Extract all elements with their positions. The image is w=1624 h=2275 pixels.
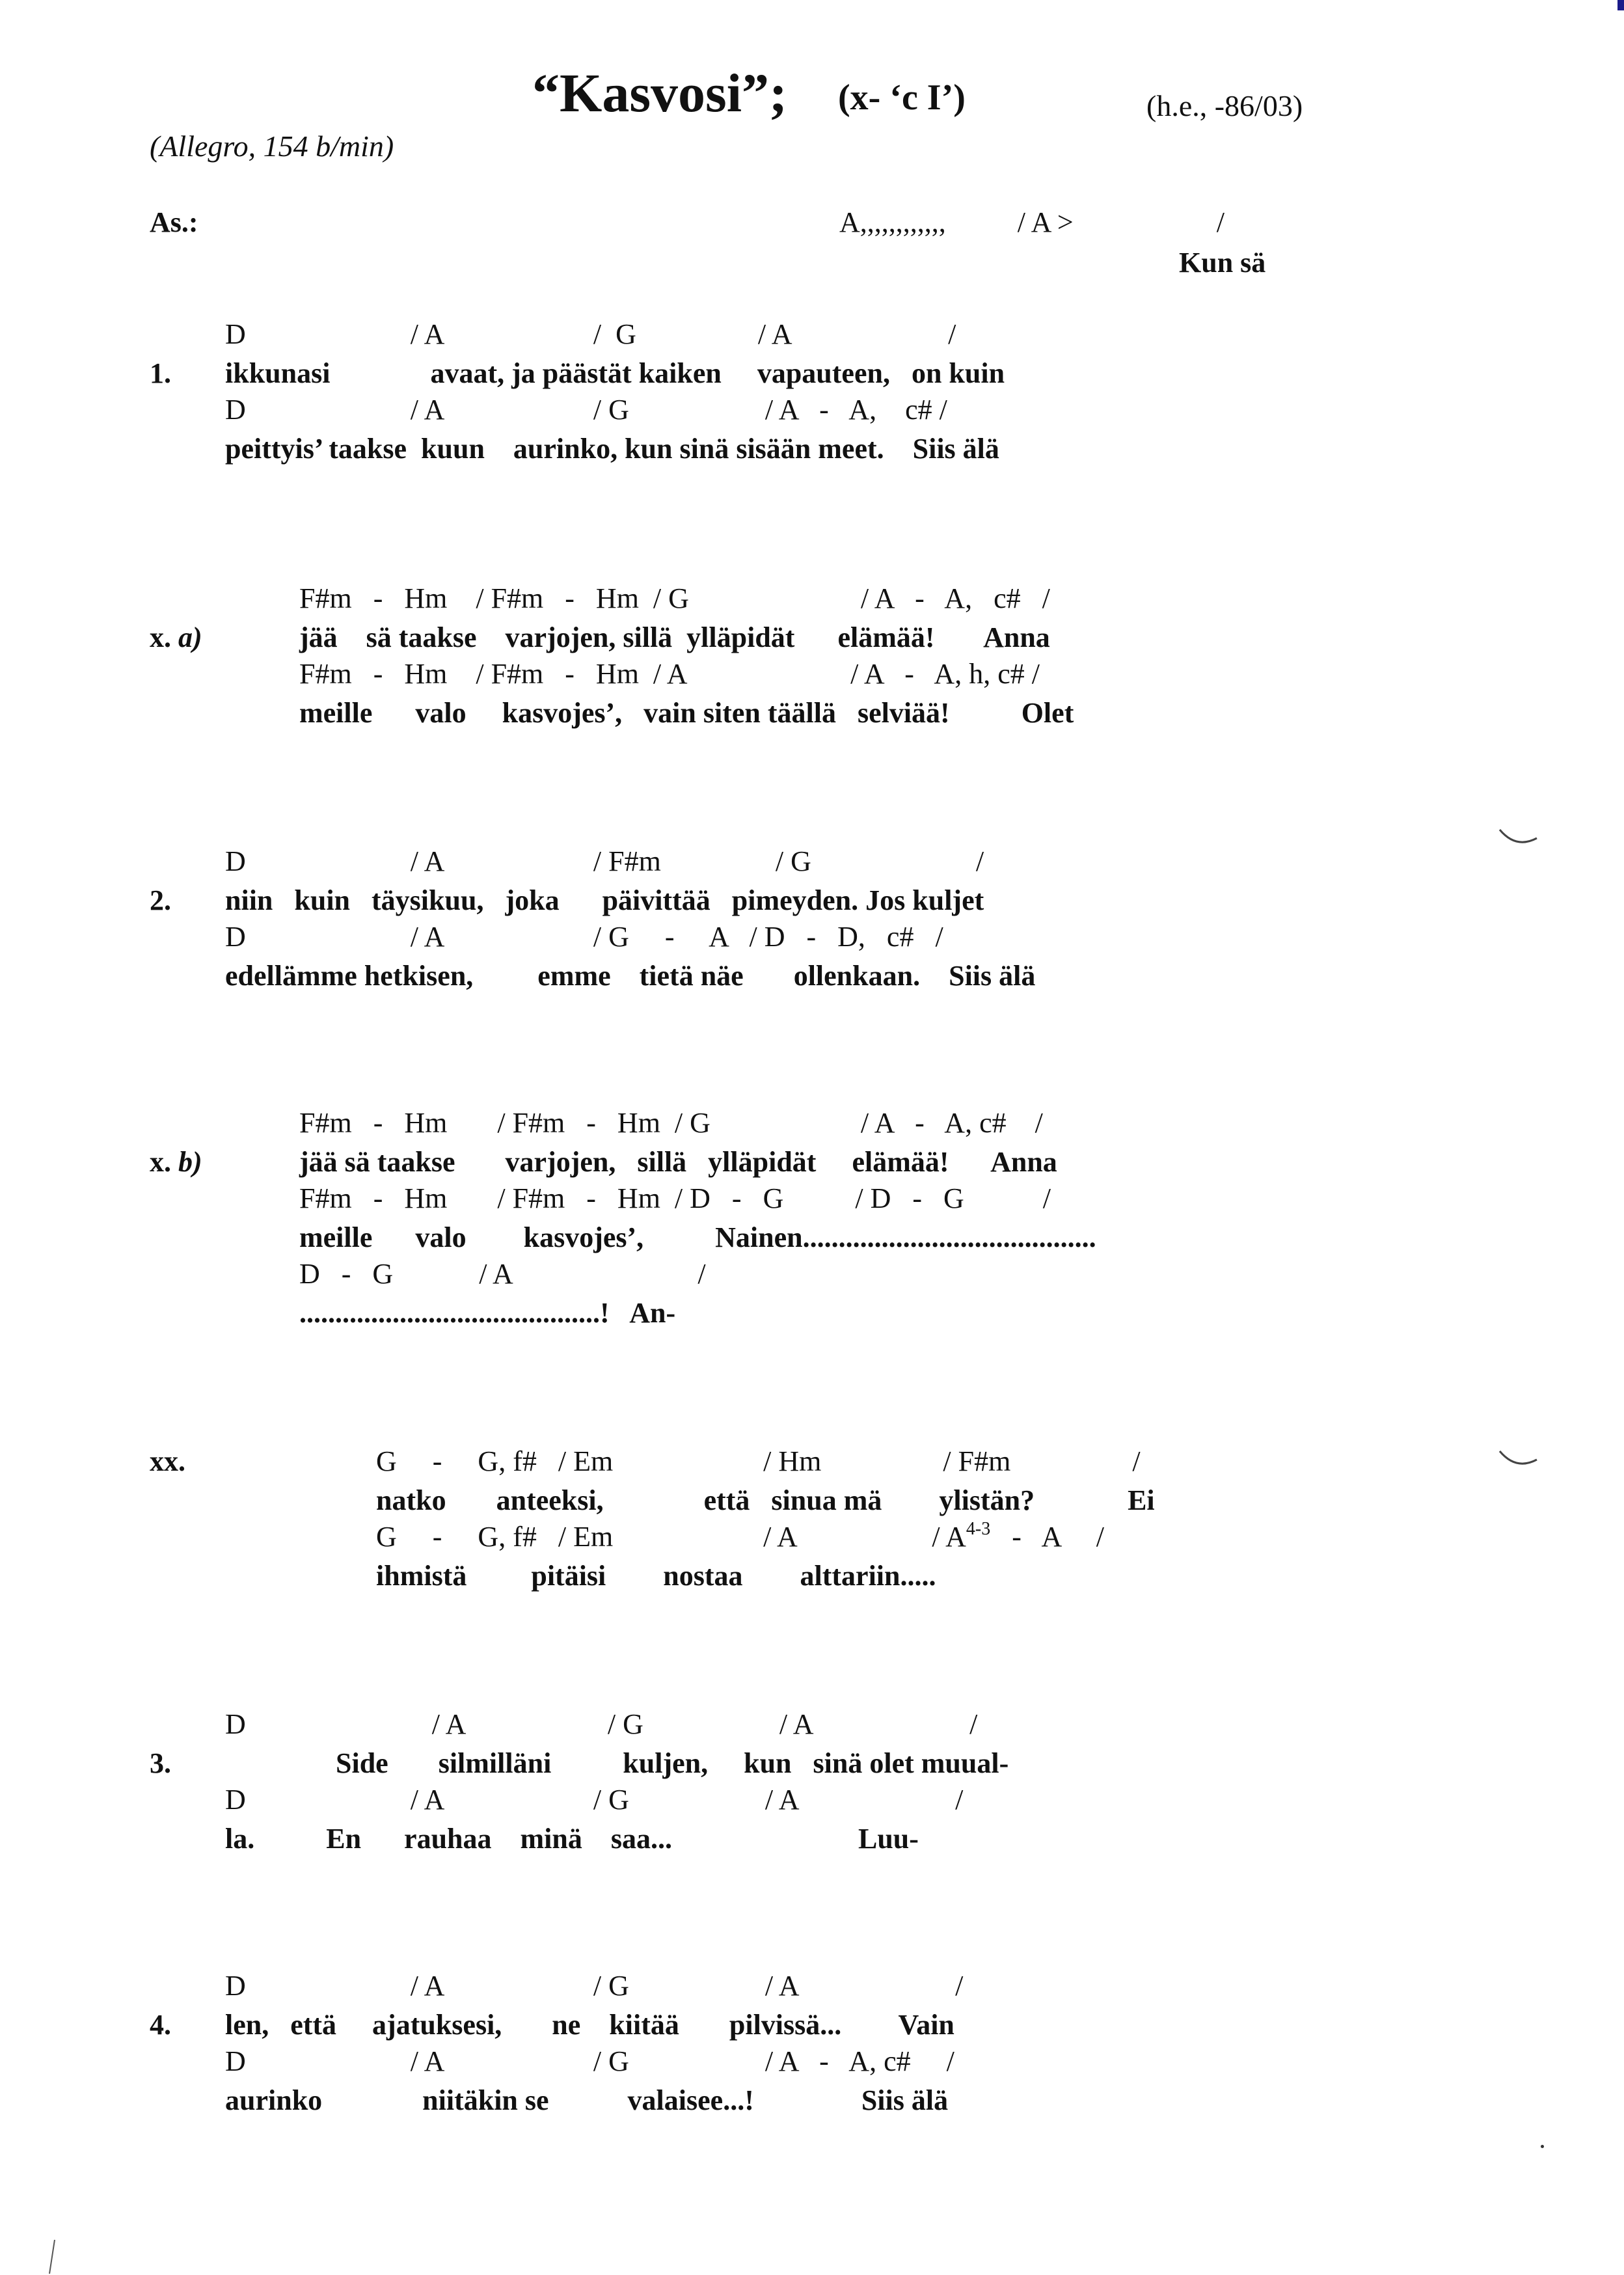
chorus-b-label-letter: b) (178, 1146, 202, 1178)
chorus-b-lyric-1: jää sä taakse varjojen, sillä ylläpidät elämää! Anna (299, 1146, 1057, 1178)
song-meta: (h.e., -86/03) (1146, 89, 1303, 122)
scan-edge-mark (1617, 0, 1624, 10)
song-title: “Kasvosi”; (532, 63, 788, 124)
verse1-chords-1: D / A / G / A / (225, 318, 956, 350)
scan-dot-mark (1541, 2145, 1544, 2148)
tempo-marking: (Allegro, 154 b/min) (150, 129, 394, 163)
margin-curve-mark (1496, 826, 1542, 852)
verse1-lyric-1: ikkunasi avaat, ja päästät kaiken vapauteen, on kuin (225, 357, 1005, 389)
chorus-a-lyric-2: meille valo kasvojes’, vain siten täällä selviää! Olet (299, 697, 1074, 729)
verse1-label: 1. (150, 357, 171, 389)
intro-chords: A,,,,,,,,,,,, / A > / (839, 206, 1225, 238)
scan-stroke-mark (46, 2239, 59, 2275)
verse4-lyric-1: len, että ajatuksesi, ne kiitää pilvissä... Vain (225, 2009, 954, 2041)
chorus-a-chords-1: F#m - Hm / F#m - Hm / G / A - A, c# / (299, 582, 1050, 614)
verse2-chords-1: D / A / F#m / G / (225, 845, 984, 877)
chorus-a-lyric-1: jää sä taakse varjojen, sillä ylläpidät elämää! Anna (299, 621, 1050, 653)
chorus-b-chords-3: D - G / A / (299, 1258, 706, 1290)
verse1-chords-2: D / A / G / A - A, c# / (225, 394, 947, 426)
verse3-label: 3. (150, 1747, 171, 1779)
verse3-chords-1: D / A / G / A / (225, 1708, 978, 1740)
bridge-lyric-2: ihmistä pitäisi nostaa alttariin..... (376, 1560, 936, 1592)
song-subtitle: (x- ‘c I’) (838, 77, 966, 118)
verse2-chords-2: D / A / G - A / D - D, c# / (225, 921, 943, 953)
bridge-chords-2 (376, 1519, 1105, 1553)
chorus-b-lyric-3: ..........................................! An- (299, 1297, 676, 1329)
verse2-label: 2. (150, 884, 171, 916)
verse4-lyric-2: aurinko niitäkin se valaisee...! Siis älä (225, 2084, 949, 2116)
chorus-b-chords-1: F#m - Hm / F#m - Hm / G / A - A, c# / (299, 1107, 1043, 1139)
intro-lyric: Kun sä (1179, 247, 1266, 279)
verse3-chords-2: D / A / G / A / (225, 1784, 964, 1816)
verse2-lyric-2: edellämme hetkisen, emme tietä näe ollenkaan. Siis älä (225, 960, 1036, 992)
chorus-b-lyric-2: meille valo kasvojes’, Nainen......................................... (299, 1221, 1096, 1253)
verse1-lyric-2: peittyis’ taakse kuun aurinko, kun sinä sisään meet. Siis älä (225, 433, 999, 465)
verse4-chords-1: D / A / G / A / (225, 1970, 964, 2002)
bridge-chords-1: G - G, f# / Em / Hm / F#m / (376, 1445, 1141, 1477)
chorus-a-label (150, 623, 202, 652)
chorus-a-label-letter: a) (178, 621, 202, 653)
bridge-chords-2-end: - A / (990, 1521, 1105, 1553)
verse4-chords-2: D / A / G / A - A, c# / (225, 2045, 954, 2077)
margin-curve-mark (1496, 1448, 1542, 1474)
chorus-a-chords-2: F#m - Hm / F#m - Hm / A / A - A, h, c# / (299, 658, 1040, 690)
verse3-lyric-1: Side silmilläni kuljen, kun sinä olet muual- (336, 1747, 1009, 1779)
chorus-a-label-num: x. (150, 621, 171, 653)
verse3-lyric-2: la. En rauhaa minä saa... Luu- (225, 1823, 919, 1855)
intro-label: As.: (150, 206, 198, 238)
verse2-lyric-1: niin kuin täysikuu, joka päivittää pimeyden. Jos kuljet (225, 884, 984, 916)
bridge-lyric-1: natko anteeksi, että sinua mä ylistän? Ei (376, 1484, 1155, 1516)
chorus-b-chords-2: F#m - Hm / F#m - Hm / D - G / D - G / (299, 1182, 1051, 1214)
chorus-b-label (150, 1148, 202, 1177)
bridge-label: xx. (150, 1445, 185, 1477)
bridge-chords-2-main: G - G, f# / Em / A / A (376, 1521, 966, 1553)
chorus-b-label-num: x. (150, 1146, 171, 1178)
bridge-chord-suspension: 4-3 (966, 1519, 991, 1539)
verse4-label: 4. (150, 2009, 171, 2041)
